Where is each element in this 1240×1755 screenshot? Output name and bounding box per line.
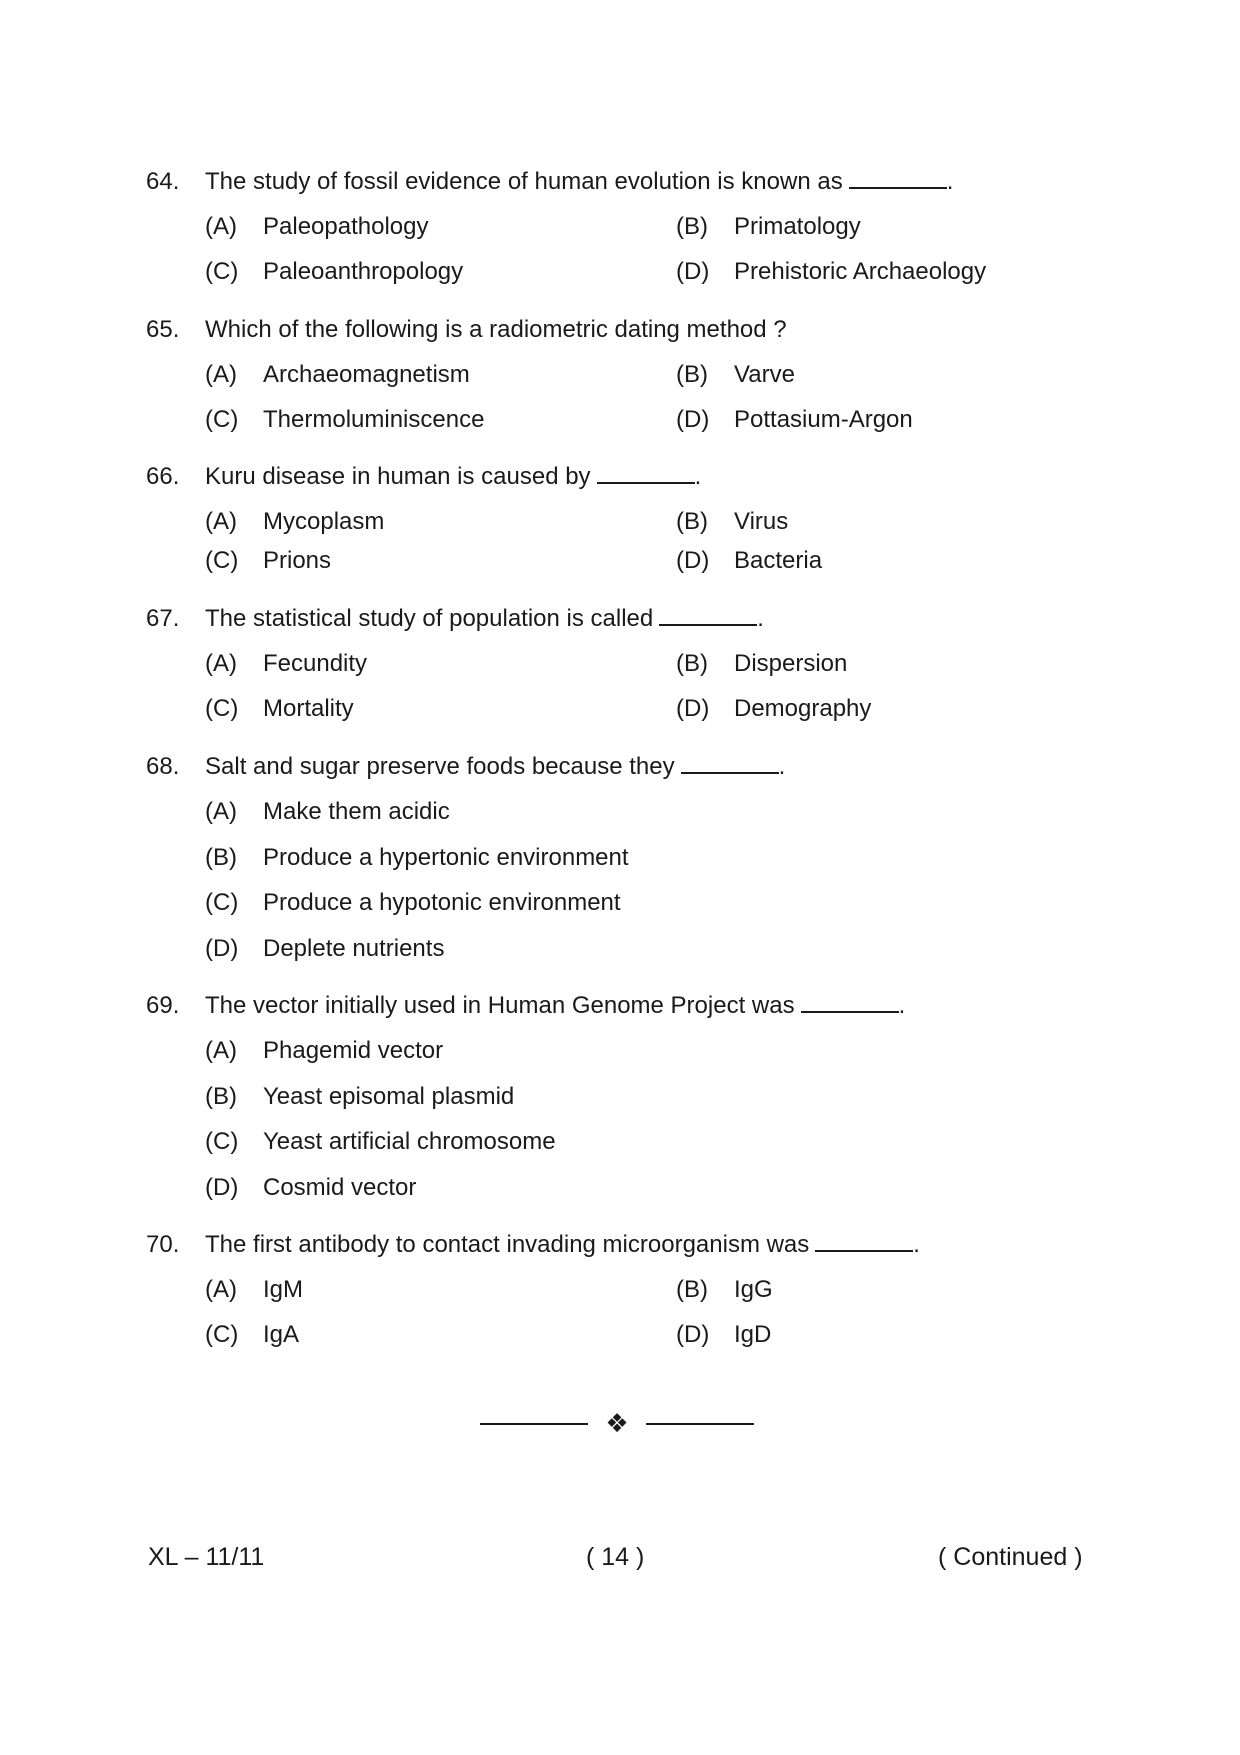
question-stem: [0, 603, 1240, 635]
option-label: (C): [205, 1128, 239, 1155]
option-label: (B): [676, 508, 708, 535]
question-number: 66.: [146, 463, 180, 490]
option-label: (B): [205, 1083, 237, 1110]
option-label: (D): [676, 1321, 710, 1348]
option-label: (C): [205, 1321, 239, 1348]
option-text: IgD: [734, 1321, 772, 1348]
option-text: Varve: [734, 361, 795, 388]
option-text: Thermoluminiscence: [263, 406, 485, 433]
option-text: IgG: [734, 1276, 773, 1303]
option-label: (C): [205, 695, 239, 722]
question-text-content: The first antibody to contact invading microorganism was: [205, 1231, 810, 1258]
question-text: [205, 1229, 920, 1261]
option-label: (A): [205, 213, 237, 240]
option-label: (B): [676, 213, 708, 240]
answer-blank: [815, 1232, 913, 1252]
option-text: Demography: [734, 695, 872, 722]
question-end-punct: .: [778, 753, 786, 780]
option-label: (D): [676, 547, 710, 574]
question-text-content: Kuru disease in human is caused by: [205, 463, 591, 490]
option-label: (A): [205, 361, 237, 388]
question-end-punct: .: [946, 168, 954, 195]
question-number: 65.: [146, 316, 180, 343]
question-text: Which of the following is a radiometric dating method ?: [205, 316, 787, 343]
option-label: (B): [676, 650, 708, 677]
question-number: 70.: [146, 1231, 180, 1258]
option-text: Primatology: [734, 213, 861, 240]
option-label: (A): [205, 798, 237, 825]
diamond-ornament-icon: ❖: [605, 1408, 629, 1438]
ornament-left-rule: [480, 1423, 588, 1425]
option-label: (C): [205, 258, 239, 285]
option-text: Phagemid vector: [263, 1037, 444, 1064]
option-text: Prehistoric Archaeology: [734, 258, 987, 285]
question-number: 67.: [146, 605, 180, 632]
ornament-right-rule: [646, 1423, 754, 1425]
option-text: Yeast episomal plasmid: [263, 1083, 515, 1110]
option-text: Paleopathology: [263, 213, 429, 240]
option-label: (C): [205, 889, 239, 916]
option-label: (D): [205, 1174, 239, 1201]
option-text: Bacteria: [734, 547, 823, 574]
option-label: (D): [676, 695, 710, 722]
question-text-content: The study of fossil evidence of human evolution is known as: [205, 168, 843, 195]
option-text: Produce a hypotonic environment: [263, 889, 621, 916]
option-label: (D): [676, 406, 710, 433]
option-text: Virus: [734, 508, 789, 535]
question-end-punct: .: [694, 463, 702, 490]
footer-continued: ( Continued ): [938, 1543, 1083, 1571]
option-label: (B): [205, 844, 237, 871]
question-end-punct: .: [757, 605, 764, 632]
question-stem: [0, 751, 1240, 783]
footer-page-number: ( 14 ): [586, 1543, 645, 1571]
question-stem: [0, 314, 1240, 346]
option-text: Yeast artificial chromosome: [263, 1128, 556, 1155]
question-number: 68.: [146, 753, 180, 780]
question-text: [205, 751, 785, 783]
option-label: (A): [205, 1037, 237, 1064]
question-stem: [0, 461, 1240, 493]
question-end-punct: .: [913, 1231, 920, 1258]
answer-blank: [597, 464, 695, 484]
option-label: (C): [205, 547, 239, 574]
option-text: Prions: [263, 547, 332, 574]
question-text: [205, 990, 905, 1022]
question-number: 64.: [146, 168, 180, 195]
question-text-content: The vector initially used in Human Genome Project was: [205, 992, 795, 1019]
option-text: Mortality: [263, 695, 354, 722]
question-text-content: Salt and sugar preserve foods because they: [205, 753, 675, 780]
option-text: IgA: [263, 1321, 300, 1348]
option-label: (A): [205, 650, 237, 677]
question-text: [205, 603, 764, 635]
question-text: [205, 461, 701, 493]
answer-blank: [801, 993, 899, 1013]
option-text: Fecundity: [263, 650, 368, 677]
question-end-punct: .: [898, 992, 906, 1019]
answer-blank: [681, 754, 779, 774]
question-stem: [0, 1229, 1240, 1261]
option-text: Make them acidic: [263, 798, 450, 825]
option-text: Cosmid vector: [263, 1174, 417, 1201]
option-text: Mycoplasm: [263, 508, 385, 535]
option-label: (C): [205, 406, 239, 433]
option-text: IgM: [263, 1276, 304, 1303]
end-of-section-ornament: [480, 1408, 754, 1438]
footer-code: XL – 11/11: [148, 1543, 265, 1571]
option-label: (A): [205, 1276, 237, 1303]
question-stem: [0, 166, 1240, 198]
option-text: Paleoanthropology: [263, 258, 464, 285]
option-text: Dispersion: [734, 650, 848, 677]
option-label: (B): [676, 361, 708, 388]
option-text: Pottasium-Argon: [734, 406, 913, 433]
question-number: 69.: [146, 992, 180, 1019]
question-text-content: The statistical study of population is called: [205, 605, 654, 632]
option-label: (B): [676, 1276, 708, 1303]
option-text: Produce a hypertonic environment: [263, 844, 629, 871]
option-text: Deplete nutrients: [263, 935, 445, 962]
option-label: (D): [676, 258, 710, 285]
option-text: Archaeomagnetism: [263, 361, 470, 388]
question-text: [205, 166, 953, 198]
option-label: (D): [205, 935, 239, 962]
option-label: (A): [205, 508, 237, 535]
question-stem: [0, 990, 1240, 1022]
answer-blank: [849, 169, 947, 189]
answer-blank: [659, 606, 757, 626]
